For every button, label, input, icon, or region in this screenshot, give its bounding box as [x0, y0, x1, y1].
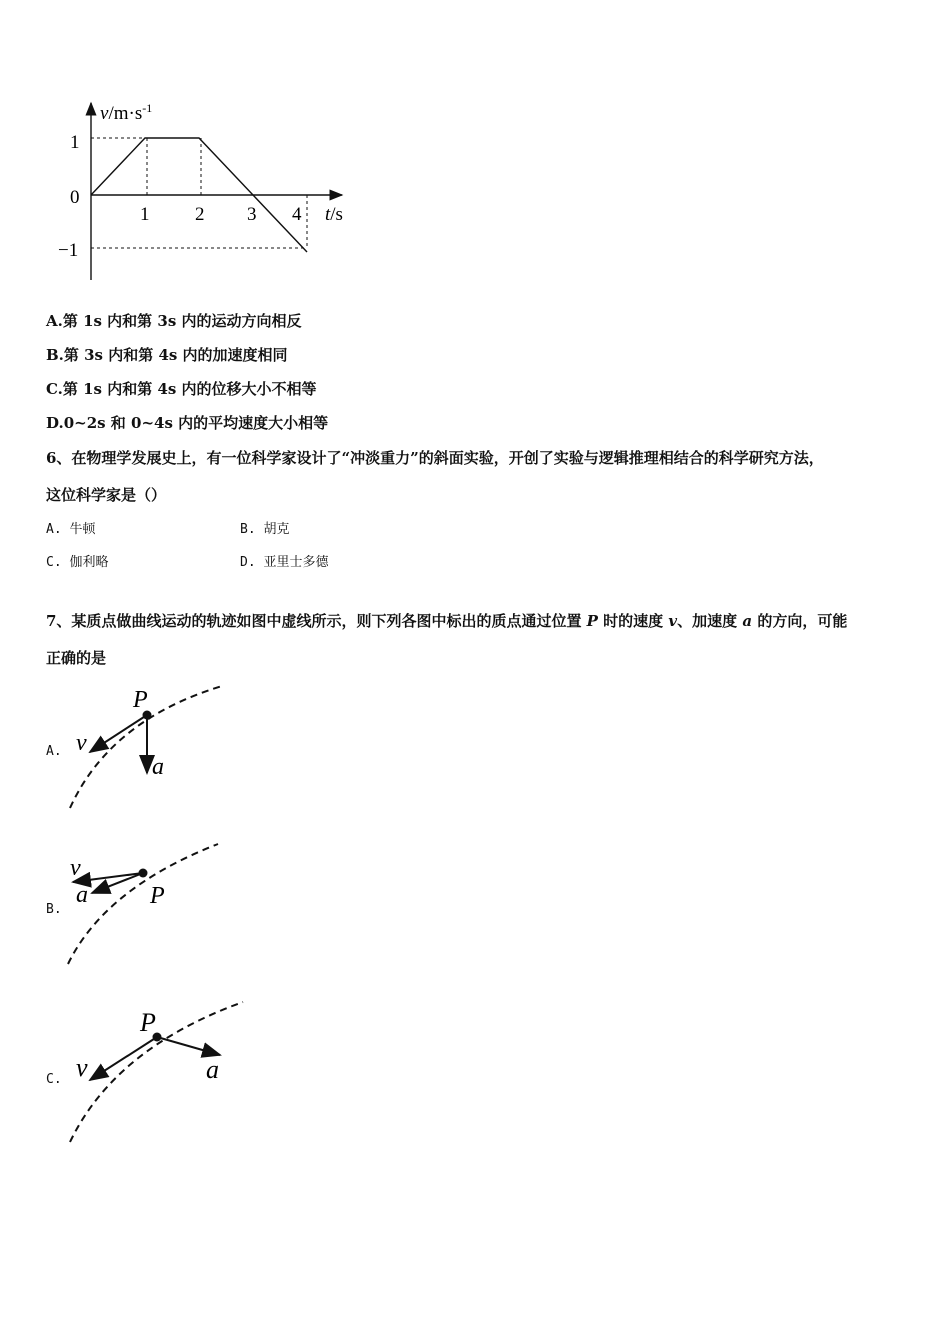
y-tick-1: 1	[70, 132, 80, 153]
q7-stem-line1: 7、某质点做曲线运动的轨迹如图中虚线所示，则下列各图中标出的质点通过位置 P 时的速度 v、加速度 a 的方向，可能	[46, 612, 848, 630]
q7-figure-a	[60, 680, 240, 815]
q7-option-a-label: A.	[46, 744, 62, 759]
q7-stem-line2: 正确的是	[46, 649, 107, 667]
velocity-arrow	[90, 1037, 157, 1080]
q5-option-b: B.第 3s 内和第 4s 内的加速度相同	[46, 346, 288, 364]
label-a: a	[206, 1055, 219, 1084]
x-tick-2: 2	[195, 204, 205, 225]
q6-option-d: D. 亚里士多德	[240, 555, 329, 570]
label-v: v	[76, 730, 87, 756]
y-tick-m1: −1	[58, 240, 79, 261]
trajectory-dashed-curve	[68, 844, 218, 964]
label-a: a	[152, 754, 164, 780]
label-p: P	[150, 883, 165, 909]
x-tick-3: 3	[247, 204, 257, 225]
q7-option-b-label: B.	[46, 902, 62, 917]
q7-figure-b	[60, 840, 240, 970]
velocity-arrow	[90, 715, 147, 752]
label-p: P	[140, 1008, 156, 1037]
label-p: P	[133, 687, 148, 713]
x-tick-1: 1	[140, 204, 150, 225]
x-tick-4: 4	[292, 204, 302, 225]
q7-option-c-label: C.	[46, 1072, 62, 1087]
q6-stem-line1: 6、在物理学发展史上，有一位科学家设计了“冲淡重力”的斜面实验，开创了实验与逻辑推理相结合的科学研究方法，	[46, 449, 824, 467]
q5-option-c: C.第 1s 内和第 4s 内的位移大小不相等	[46, 380, 317, 398]
q6-option-b: B. 胡克	[240, 522, 290, 537]
velocity-time-graph	[40, 95, 370, 295]
x-axis-label: t/s	[325, 204, 343, 225]
q7-figure-c	[60, 998, 260, 1148]
q6-option-a: A. 牛顿	[46, 522, 96, 537]
q6-stem-line2: 这位科学家是（）	[46, 486, 167, 504]
label-a: a	[76, 882, 88, 908]
y-tick-0: 0	[70, 187, 80, 208]
label-v: v	[70, 855, 81, 881]
q5-option-a: A.第 1s 内和第 3s 内的运动方向相反	[46, 312, 302, 330]
q6-option-c: C. 伽利略	[46, 555, 109, 570]
label-v: v	[76, 1053, 88, 1082]
y-axis-label: $v/m\cdot s^{-1}$	[100, 101, 153, 124]
q5-option-d: D.0~2s 和 0~4s 内的平均速度大小相等	[46, 414, 329, 432]
acceleration-arrow	[157, 1037, 220, 1055]
